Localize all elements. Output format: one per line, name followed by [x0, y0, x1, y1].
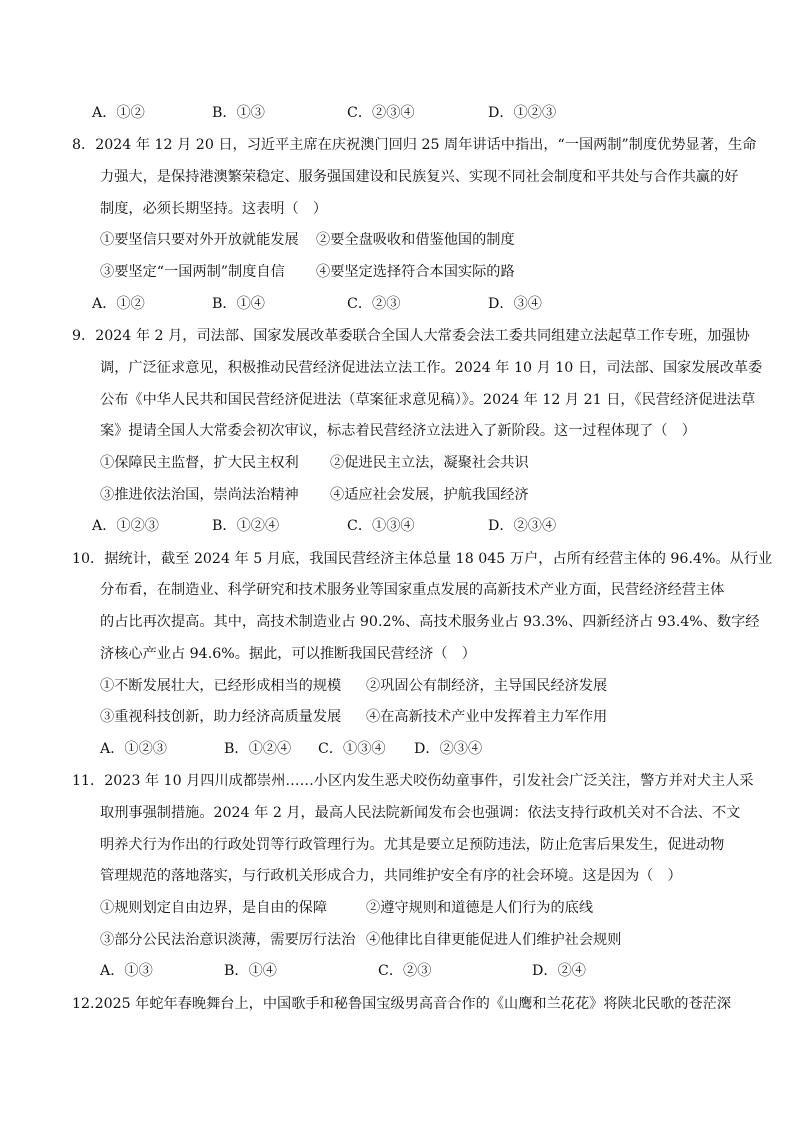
q11-stem-line-3: 明养犬行为作出的行政处罚等行政管理行为。尤其是要立足预防违法，防止危害后果发生，促进动物 [100, 837, 725, 853]
q11-statement-2: ②遵守规则和道德是人们行为的底线 [366, 900, 594, 916]
q8-stem-line-2: 力强大，是保持港澳繁荣稳定、服务强国建设和民族复兴、实现不同社会制度和平共处与合作共赢的好 [100, 169, 739, 185]
q8-option-d: D．③④ [488, 296, 542, 312]
q9-option-c: C．①③④ [347, 518, 415, 534]
q11-option-a: A．①③ [100, 963, 153, 979]
q9-stem-line-4: 案》提请全国人大常委会初次审议，标志着民营经济立法进入了新阶段。这一过程体现了（ ） [100, 423, 696, 439]
q10-option-d: D．②③④ [414, 741, 483, 757]
q11-stem-line-1: 11．2023 年 10 月四川成都崇州……小区内发生恶犬咬伤幼童事件，引发社会广泛关注，警方并对犬主人采 [72, 773, 754, 789]
q9-option-a: A．①②③ [92, 518, 159, 534]
q9-stem-line-2: 调，广泛征求意见，积极推动民营经济促进法立法工作。2024 年 10 月 10 日，司法部、国家发展改革委 [100, 360, 763, 376]
q11-stem-line-4: 管理规范的落地落实，与行政机关形成合力，共同维护安全有序的社会环境。这是因为（ ） [100, 868, 682, 884]
q12-stem-line-1: 12.2025 年蛇年春晚舞台上，中国歌手和秘鲁国宝级男高音合作的《山鹰和兰花花》将陕北民歌的苍茫深 [72, 996, 732, 1012]
q9-statement-2: ②促进民主立法，凝聚社会共识 [330, 455, 529, 471]
q9-statement-3: ③推进依法治国，崇尚法治精神 [100, 487, 299, 503]
q11-option-d: D．②④ [532, 963, 586, 979]
q10-stem-line-4: 济核心产业占 94.6%。据此，可以推断我国民营经济（ ） [100, 646, 476, 662]
q11-statement-3: ③部分公民法治意识淡薄，需要厉行法治 [100, 932, 356, 948]
q11-option-b: B．①④ [224, 963, 277, 979]
q8-statement-4: ④要坚定选择符合本国实际的路 [316, 264, 515, 280]
q11-statement-4: ④他律比自律更能促进人们维护社会规则 [366, 932, 622, 948]
q10-statement-4: ④在高新技术产业中发挥着主力军作用 [366, 709, 608, 725]
q8-stem-line-1: 8．2024 年 12 月 20 日，习近平主席在庆祝澳门回归 25 周年讲话中指出，“一国两制”制度优势显著，生命 [72, 137, 757, 153]
q9-stem-line-1: 9．2024 年 2 月，司法部、国家发展改革委联合全国人大常委会法工委共同组建立法起草工作专班，加强协 [72, 328, 750, 344]
q10-statement-2: ②巩固公有制经济，主导国民经济发展 [366, 678, 608, 694]
q10-option-a: A．①②③ [100, 741, 167, 757]
q7-option-a: A．①② [92, 105, 145, 121]
q10-option-b: B．①②④ [224, 741, 292, 757]
q7-option-b: B．①③ [212, 105, 265, 121]
q11-statement-1: ①规则划定自由边界，是自由的保障 [100, 900, 328, 916]
q8-option-c: C．②③ [347, 296, 401, 312]
q10-statement-1: ①不断发展壮大，已经形成相当的规模 [100, 678, 342, 694]
q9-option-d: D．②③④ [488, 518, 557, 534]
q9-option-b: B．①②④ [212, 518, 280, 534]
q11-stem-line-2: 取刑事强制措施。2024 年 2 月，最高人民法院新闻发布会也强调：依法支持行政机关对不合法、不文 [100, 805, 741, 821]
q10-stem-line-3: 的占比再次提高。其中，高技术制造业占 90.2%、高技术服务业占 93.3%、四新经济占 93.4%、数字经 [100, 614, 760, 630]
q8-stem-line-3: 制度，必须长期坚持。这表明（ ） [100, 201, 328, 217]
q7-option-c: C．②③④ [347, 105, 415, 121]
q9-stem-line-3: 公布《中华人民共和国民营经济促进法（草案征求意见稿）》。2024 年 12 月 21 日，《民营经济促进法草 [100, 392, 756, 408]
q11-option-c: C．②③ [378, 963, 432, 979]
q8-statement-1: ①要坚信只要对外开放就能发展 [100, 232, 299, 248]
q9-statement-1: ①保障民主监督，扩大民主权利 [100, 455, 299, 471]
q8-option-a: A．①② [92, 296, 145, 312]
q8-statement-3: ③要坚定“一国两制”制度自信 [100, 264, 285, 280]
q10-option-c: C．①③④ [318, 741, 386, 757]
q8-option-b: B．①④ [212, 296, 265, 312]
q10-statement-3: ③重视科技创新，助力经济高质量发展 [100, 709, 342, 725]
q9-statement-4: ④适应社会发展，护航我国经济 [330, 487, 529, 503]
q10-stem-line-1: 10．据统计，截至 2024 年 5 月底，我国民营经济主体总量 18 045 万户，占所有经营主体的 96.4%。从行业 [72, 551, 773, 567]
q7-option-d: D．①②③ [488, 105, 557, 121]
q8-statement-2: ②要全盘吸收和借鉴他国的制度 [316, 232, 515, 248]
q10-stem-line-2: 分布看，在制造业、科学研究和技术服务业等国家重点发展的高新技术产业方面，民营经济经营主体 [100, 582, 725, 598]
